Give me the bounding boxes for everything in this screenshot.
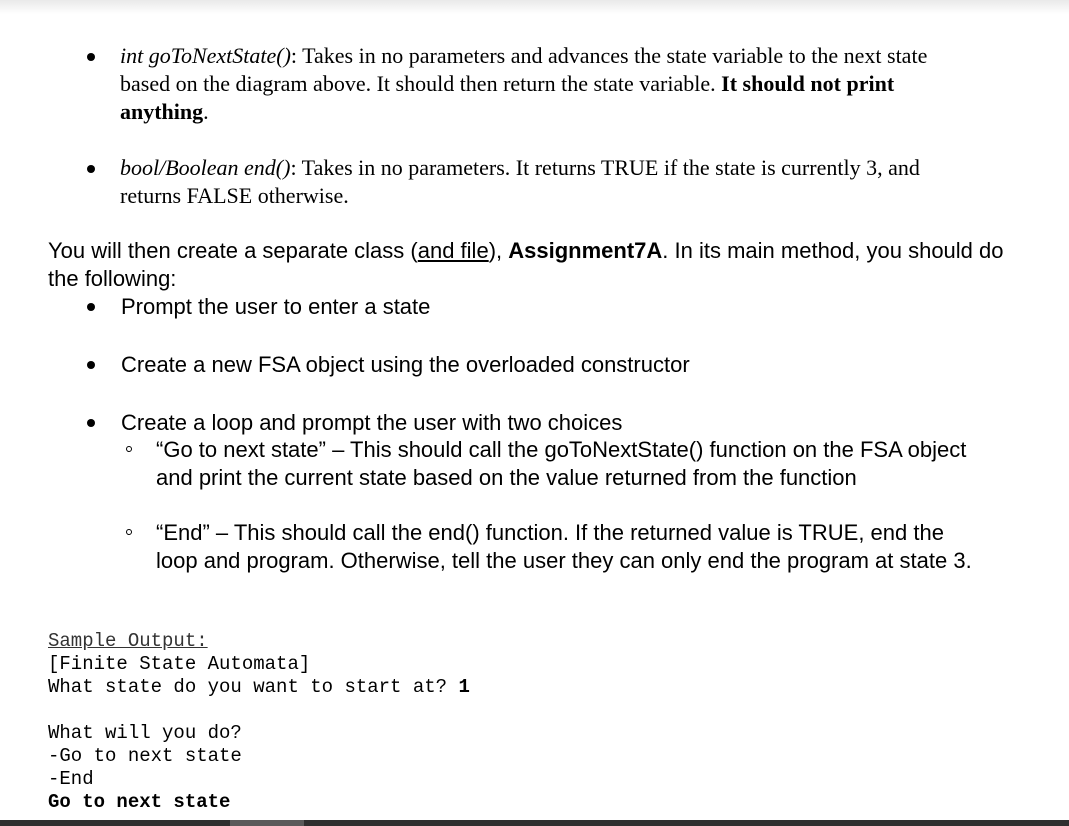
intro-paragraph: You will then create a separate class (and file), Assignment7A. In its main method, you should do the following: [48, 238, 1004, 291]
console-line: [Finite State Automata] [48, 653, 311, 675]
bullet [87, 361, 95, 369]
choice-item: “Go to next state” – This should call the goToNextState() function on the FSA object and print the current state based on the value returned from the function [156, 437, 967, 490]
method-description: : Takes in no parameters. It returns TRUE if the state is currently 3, and returns FALSE otherwise. [120, 155, 920, 208]
method-goToNextState: int goToNextState(): Takes in no parameters and advances the state variable to the next state based on the diagram above. It should then return the state variable. It should not print anything. [120, 43, 928, 124]
method-signature: bool/Boolean end() [120, 155, 291, 180]
method-signature: int goToNextState() [120, 43, 291, 68]
user-input: 1 [458, 676, 470, 698]
sub-bullet [126, 446, 132, 452]
console-line: What state do you want to start at? 1 [48, 676, 470, 698]
bullet [87, 419, 95, 427]
sample-heading: Sample Output: [48, 630, 208, 652]
console-line: -Go to next state [48, 745, 242, 767]
step-item: Prompt the user to enter a state [121, 294, 431, 319]
method-emphasis: It should not print anything [120, 71, 895, 124]
scrollbar-thumb[interactable] [230, 820, 304, 826]
sample-output [48, 630, 748, 814]
underlined-text: and file [417, 238, 489, 263]
step-item: Create a loop and prompt the user with two choices [121, 410, 623, 435]
step-item: Create a new FSA object using the overloaded constructor [121, 352, 690, 377]
sub-bullet [126, 529, 132, 535]
user-input: Go to next state [48, 791, 231, 813]
method-description: : Takes in no parameters and advances the state variable to the next state based on the diagram above. It should then return the state variable. [120, 43, 928, 96]
console-line: -End [48, 768, 94, 790]
bullet [87, 165, 95, 173]
horizontal-scrollbar[interactable] [0, 820, 1069, 826]
bullet [87, 303, 95, 311]
page-top-shadow [0, 0, 1069, 14]
choice-item: “End” – This should call the end() function. If the returned value is TRUE, end the loop and program. Otherwise, tell the user they can only end the program at state 3. [156, 520, 972, 573]
class-name: Assignment7A [508, 238, 663, 263]
console-line: What will you do? [48, 722, 242, 744]
method-end [120, 154, 970, 210]
bullet [87, 53, 95, 61]
